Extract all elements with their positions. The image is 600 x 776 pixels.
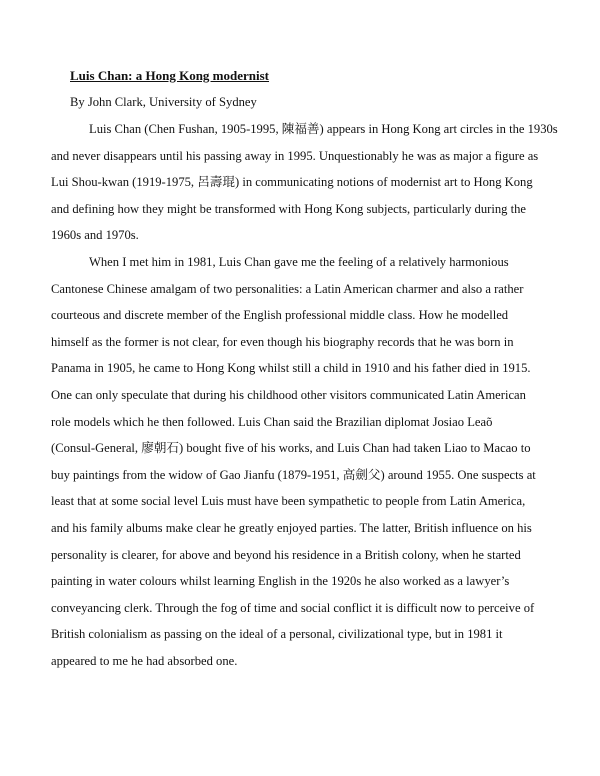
text-line: and never disappears until his passing away in 1995. Unquestionably he was as major a figure as xyxy=(51,148,539,163)
text-line: When I met him in 1981, Luis Chan gave me the feeling of a relatively harmonious xyxy=(89,254,509,269)
text-line: courteous and discrete member of the English professional middle class. How he modelled xyxy=(51,308,509,323)
document-title: Luis Chan: a Hong Kong modernist xyxy=(70,68,270,83)
text-line: himself as the former is not clear, for even though his biography records that he was born in xyxy=(51,334,514,349)
text-line: least that at some social level Luis must have been sympathetic to people from Latin America, xyxy=(51,494,526,509)
text-line: buy paintings from the widow of Gao Jianfu (1879-1951, 高劍父) around 1955. One suspects at xyxy=(51,467,536,482)
text-line: role models which he then followed. Luis Chan said the Brazilian diplomat Josiao Leaõ xyxy=(51,414,493,429)
text-line: (Consul-General, 廖朝石) bought five of his works, and Luis Chan had taken Liao to Macao to xyxy=(51,441,531,456)
text-line: Luis Chan (Chen Fushan, 1905-1995, 陳福善) appears in Hong Kong art circles in the 1930s xyxy=(89,122,558,136)
text-line: Lui Shou-kwan (1919-1975, 呂壽琨) in communicating notions of modernist art to Hong Kong xyxy=(51,175,533,190)
paragraph-2 xyxy=(51,249,550,675)
document-page xyxy=(51,66,558,674)
text-line: conveyancing clerk. Through the fog of time and social conflict it is difficult now to perceive of xyxy=(51,600,535,615)
text-line: 1960s and 1970s. xyxy=(51,228,139,243)
text-line: and his family albums make clear he greatly enjoyed parties. The latter, British influence on his xyxy=(51,520,532,535)
text-line: personality is clearer, for above and beyond his residence in a British colony, when he started xyxy=(51,547,521,562)
text-line: Panama in 1905, he came to Hong Kong whilst still a child in 1910 and his father died in 1915. xyxy=(51,361,531,376)
text-line: British colonialism as passing on the ideal of a personal, civilizational type, but in 1981 it xyxy=(51,627,503,642)
text-line: appeared to me he had absorbed one. xyxy=(51,653,238,668)
text-line: and defining how they might be transformed with Hong Kong subjects, particularly during the xyxy=(51,201,526,216)
text-line: painting in water colours whilst learning English in the 1920s he also worked as a lawyer’s xyxy=(51,574,510,589)
text-line: Cantonese Chinese amalgam of two personalities: a Latin American charmer and also a rather xyxy=(51,281,524,296)
paragraph-1 xyxy=(51,116,558,249)
text-line: One can only speculate that during his childhood other visitors communicated Latin American xyxy=(51,387,526,402)
author-byline: By John Clark, University of Sydney xyxy=(70,95,257,109)
